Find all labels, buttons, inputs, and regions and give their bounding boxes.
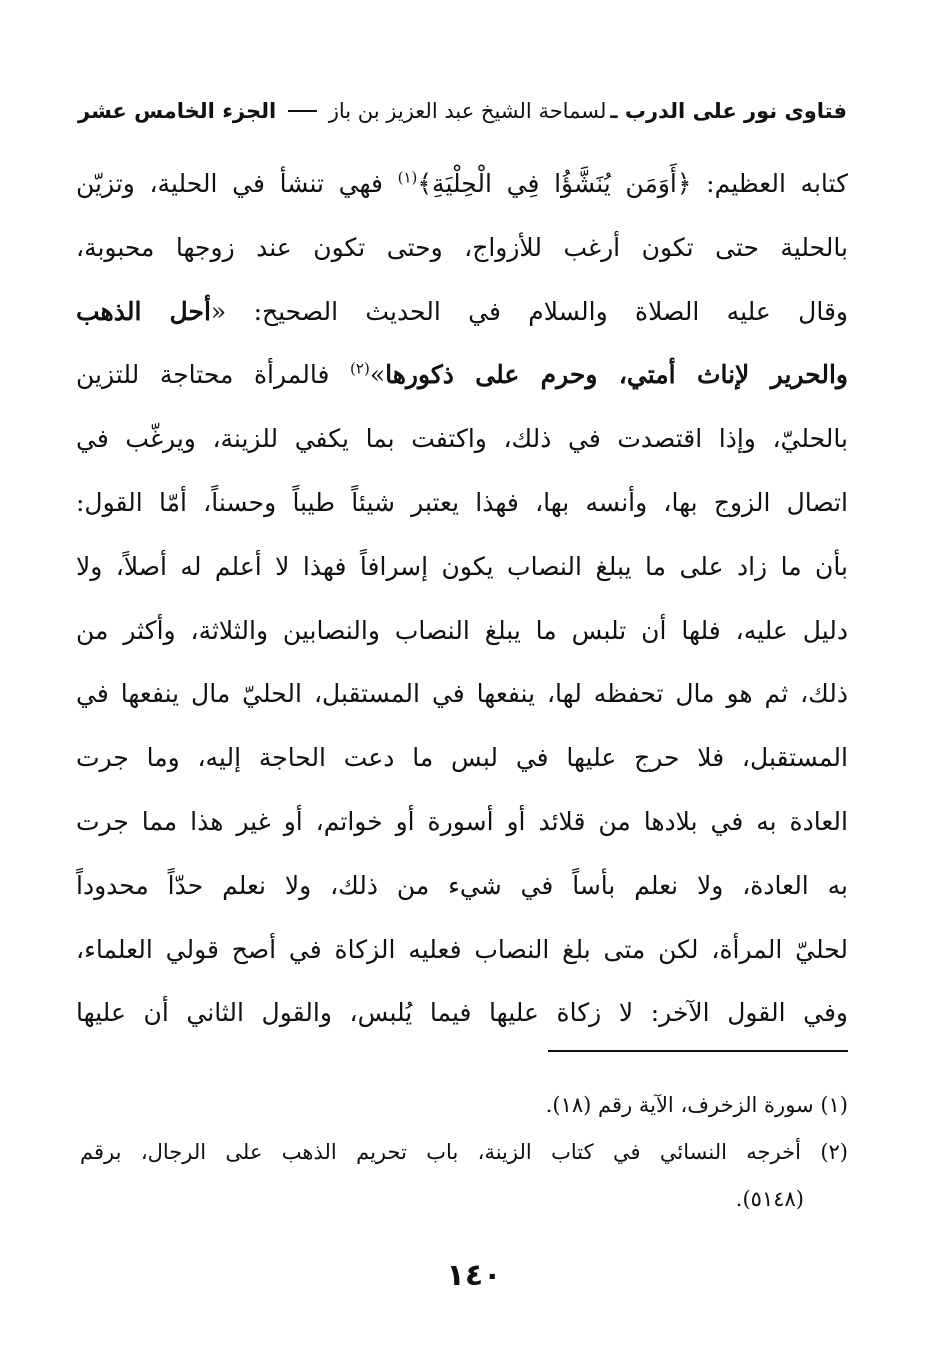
- body-line-3: [76, 280, 848, 344]
- main-body-text: [76, 152, 848, 1045]
- body-line-9: ذلك، ثم هو مال تحفظه لها، ينفعها في المستقبل، الحليّ مال ينفعها في: [76, 679, 848, 709]
- footnote-separator: [548, 1050, 848, 1052]
- page-number: ١٤٠: [446, 1258, 502, 1293]
- header-author: لسماحة الشيخ عبد العزيز بن باز: [328, 99, 607, 123]
- body-line-5: بالحليّ، وإذا اقتصدت في ذلك، واكتفت بما يكفي للزينة، ويرغّب في: [76, 424, 848, 454]
- body-line-10: المستقبل، فلا حرج عليها في لبس ما دعت الحاجة إليه، وما جرت: [76, 743, 848, 773]
- footnote-2: (٢) أخرجه النسائي في كتاب الزينة، باب تحريم الذهب على الرجال، برقم: [80, 1140, 848, 1164]
- body-line-1: [76, 152, 848, 216]
- hadith-close-quote: »: [369, 360, 386, 390]
- body-line-4: [76, 343, 848, 407]
- body-line-13: لحليّ المرأة، لكن متى بلغ النصاب فعليه الزكاة في أصح قولي العلماء،: [76, 934, 848, 964]
- body-line-1-before: كتابه العظيم:: [691, 169, 848, 198]
- header-part: الجزء الخامس عشر: [78, 99, 277, 123]
- quran-verse: ﴿أَوَمَن يُنَشَّؤُا فِي الْحِلْيَةِ﴾: [417, 169, 692, 198]
- footnote-ref-1: (١): [397, 168, 418, 187]
- body-line-4-after: فالمرأة محتاجة للتزين: [76, 360, 351, 390]
- header-rule: [288, 110, 317, 112]
- footnotes: [80, 1082, 848, 1223]
- body-line-2: بالحلية حتى تكون أرغب للأزواج، وحتى تكون عند زوجها محبوبة،: [76, 232, 848, 262]
- body-line-6: اتصال الزوج بها، وأنسه بها، فهذا يعتبر شيئاً طيباً وحسناً، أمّا القول:: [76, 487, 848, 517]
- body-line-12: به العادة، ولا نعلم بأساً في شيء من ذلك، ولا نعلم حدّاً محدوداً: [76, 870, 848, 900]
- body-line-1-after: فهي تنشأ في الحلية، وتزيّن: [76, 169, 398, 198]
- footnote-ref-2: (٢): [350, 360, 370, 379]
- body-line-11: العادة به في بلادها من قلائد أو أسورة أو خواتم، أو غير هذا مما جرت: [76, 806, 848, 836]
- running-header: [78, 90, 847, 132]
- body-line-3-before: وقال عليه الصلاة والسلام في الحديث الصحيح: «: [210, 296, 848, 326]
- body-line-14: وفي القول الآخر: لا زكاة عليها فيما يُلبس، والقول الثاني أن عليها: [76, 998, 848, 1028]
- body-line-8: دليل عليه، فلها أن تلبس ما يبلغ النصاب والنصابين والثلاثة، وأكثر من: [76, 615, 848, 645]
- footnote-1: (١) سورة الزخرف، الآية رقم (١٨).: [545, 1093, 848, 1117]
- footnote-2-continuation: (٥١٤٨).: [735, 1187, 804, 1211]
- body-line-7: بأن ما زاد على ما يبلغ النصاب يكون إسرافاً فهذا لا أعلم له أصلاً، ولا: [76, 551, 848, 581]
- hadith-text-start: أحل الذهب: [76, 296, 211, 326]
- header-book-title: فتاوى نور على الدرب ـ: [610, 99, 847, 123]
- hadith-text-end: والحرير لإناث أمتي، وحرم على ذكورها: [385, 360, 848, 390]
